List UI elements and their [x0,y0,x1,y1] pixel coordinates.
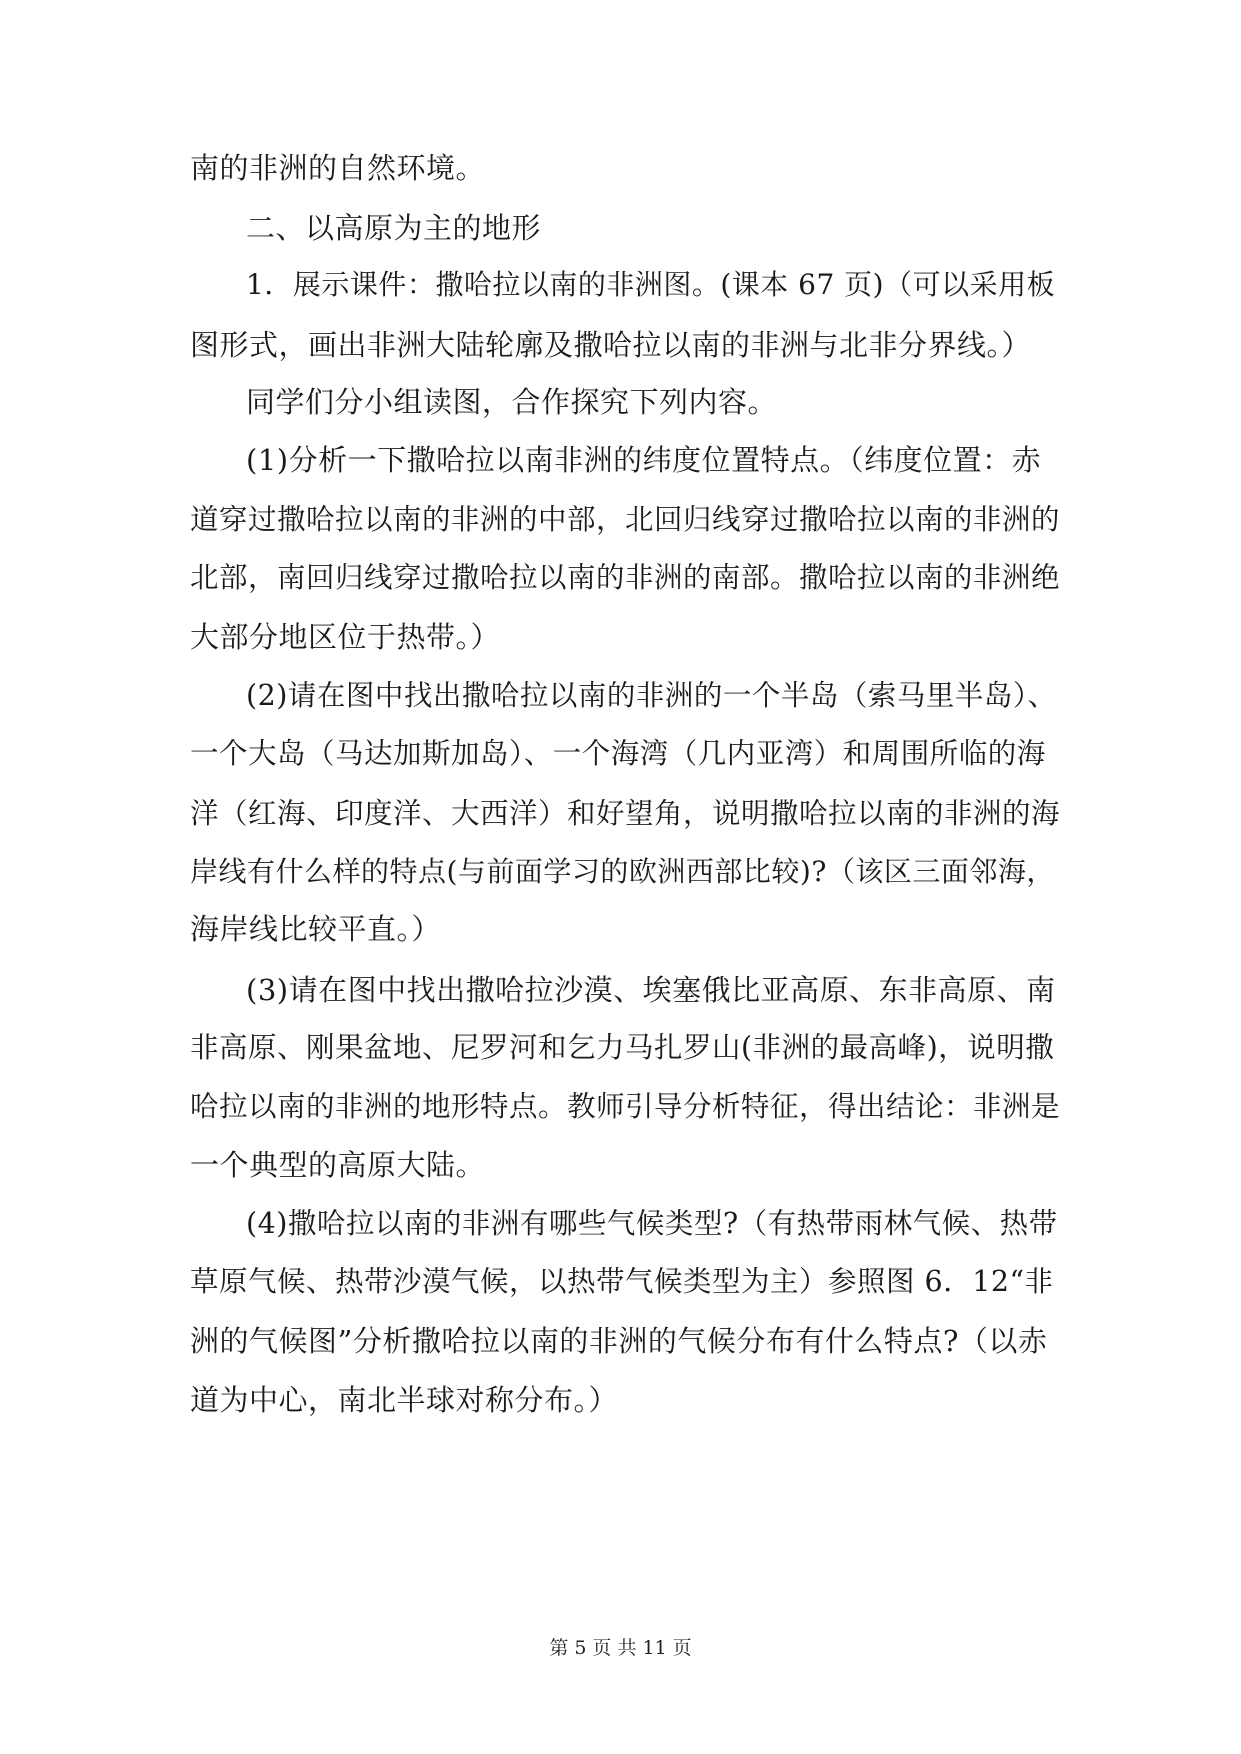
text-line: 岸线有什么样的特点(与前面学习的欧洲西部比较)?（该区三面邻海， [190,855,1055,888]
text-line: (4)撒哈拉以南的非洲有哪些气候类型?（有热带雨林气候、热带 [246,1207,1058,1240]
text-line: 一个大岛（马达加斯加岛）、一个海湾（几内亚湾）和周围所临的海 [190,737,1046,770]
footer-total-pages: 11 [642,1637,667,1659]
footer-page-number: 5 [574,1637,587,1659]
text-line: 海岸线比较平直。） [190,912,442,946]
text-line: 图形式，画出非洲大陆轮廓及撒哈拉以南的非洲与北非分界线。） [190,328,1032,362]
text-line: 草原气候、热带沙漠气候，以热带气候类型为主）参照图 6．12“非 [190,1265,1054,1298]
footer-middle: 页 共 [592,1637,637,1659]
footer-prefix: 第 [549,1637,569,1659]
text-line: (1)分析一下撒哈拉以南非洲的纬度位置特点。（纬度位置：赤 [246,443,1042,477]
text-line: 北部，南回归线穿过撒哈拉以南的非洲的南部。撒哈拉以南的非洲绝 [190,561,1061,594]
text-line: 非高原、刚果盆地、尼罗河和乞力马扎罗山(非洲的最高峰)，说明撒 [190,1031,1055,1064]
text-line: 洋（红海、印度洋、大西洋）和好望角，说明撒哈拉以南的非洲的海 [190,797,1061,830]
text-line: 1．展示课件：撒哈拉以南的非洲图。(课本 67 页)（可以采用板 [246,268,1056,301]
text-line: 道穿过撒哈拉以南的非洲的中部，北回归线穿过撒哈拉以南的非洲的 [190,503,1061,536]
footer-suffix: 页 [672,1637,692,1659]
page-footer [0,1634,1241,1662]
text-line: 一个典型的高原大陆。 [190,1148,486,1182]
text-line: 洲的气候图”分析撒哈拉以南的非洲的气候分布有什么特点?（以赤 [190,1324,1048,1358]
text-line: 南的非洲的自然环境。 [190,151,486,185]
section-heading: 二、以高原为主的地形 [246,211,542,245]
text-line: (2)请在图中找出撒哈拉以南的非洲的一个半岛（索马里半岛）、 [246,679,1057,712]
text-line: 道为中心，南北半球对称分布。） [190,1383,619,1417]
text-line: 同学们分小组读图，合作探究下列内容。 [246,385,778,419]
text-line: 大部分地区位于热带。） [190,620,501,654]
text-line: (3)请在图中找出撒哈拉沙漠、埃塞俄比亚高原、东非高原、南 [246,973,1056,1007]
text-line: 哈拉以南的非洲的地形特点。教师引导分析特征，得出结论：非洲是 [190,1090,1061,1123]
